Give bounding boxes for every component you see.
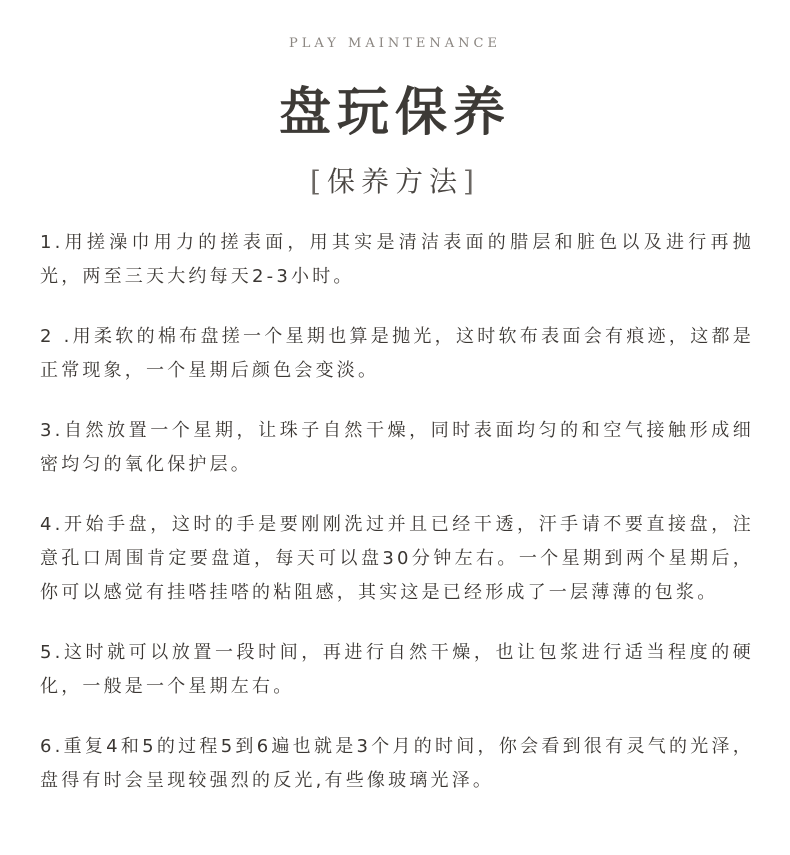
steps-list: [40, 226, 754, 798]
step-4: 4.开始手盘，这时的手是要刚刚洗过并且已经干透，汗手请不要直接盘，注意孔口周围肯定要盘道，每天可以盘30分钟左右。一个星期到两个星期后，你可以感觉有挂嗒挂嗒的粘阻感，其实这是已经形成了一层薄薄的包浆。: [40, 514, 754, 603]
bracket-close: ]: [463, 165, 480, 198]
step-1: 1.用搓澡巾用力的搓表面，用其实是清洁表面的腊层和脏色以及进行再抛光，两至三天大约每天2-3小时。: [40, 232, 754, 287]
bracket-open: [: [310, 165, 327, 198]
section-eyebrow: PLAY MAINTENANCE: [289, 36, 501, 51]
step-5: 5.这时就可以放置一段时间，再进行自然干燥，也让包浆进行适当程度的硬化，一般是一个星期左右。: [40, 642, 754, 697]
step-6: 6.重复4和5的过程5到6遍也就是3个月的时间，你会看到很有灵气的光泽，盘得有时会呈现较强烈的反光,有些像玻璃光泽。: [40, 736, 754, 791]
step-2: 2 .用柔软的棉布盘搓一个星期也算是抛光，这时软布表面会有痕迹，这都是正常现象，一个星期后颜色会变淡。: [40, 326, 754, 381]
page-title: 盘玩保养: [278, 82, 511, 143]
section-subtitle: [0, 160, 790, 200]
step-3: 3.自然放置一个星期，让珠子自然干燥，同时表面均匀的和空气接触形成细密均匀的氧化保护层。: [40, 420, 754, 475]
subtitle-text: 保养方法: [326, 165, 463, 198]
